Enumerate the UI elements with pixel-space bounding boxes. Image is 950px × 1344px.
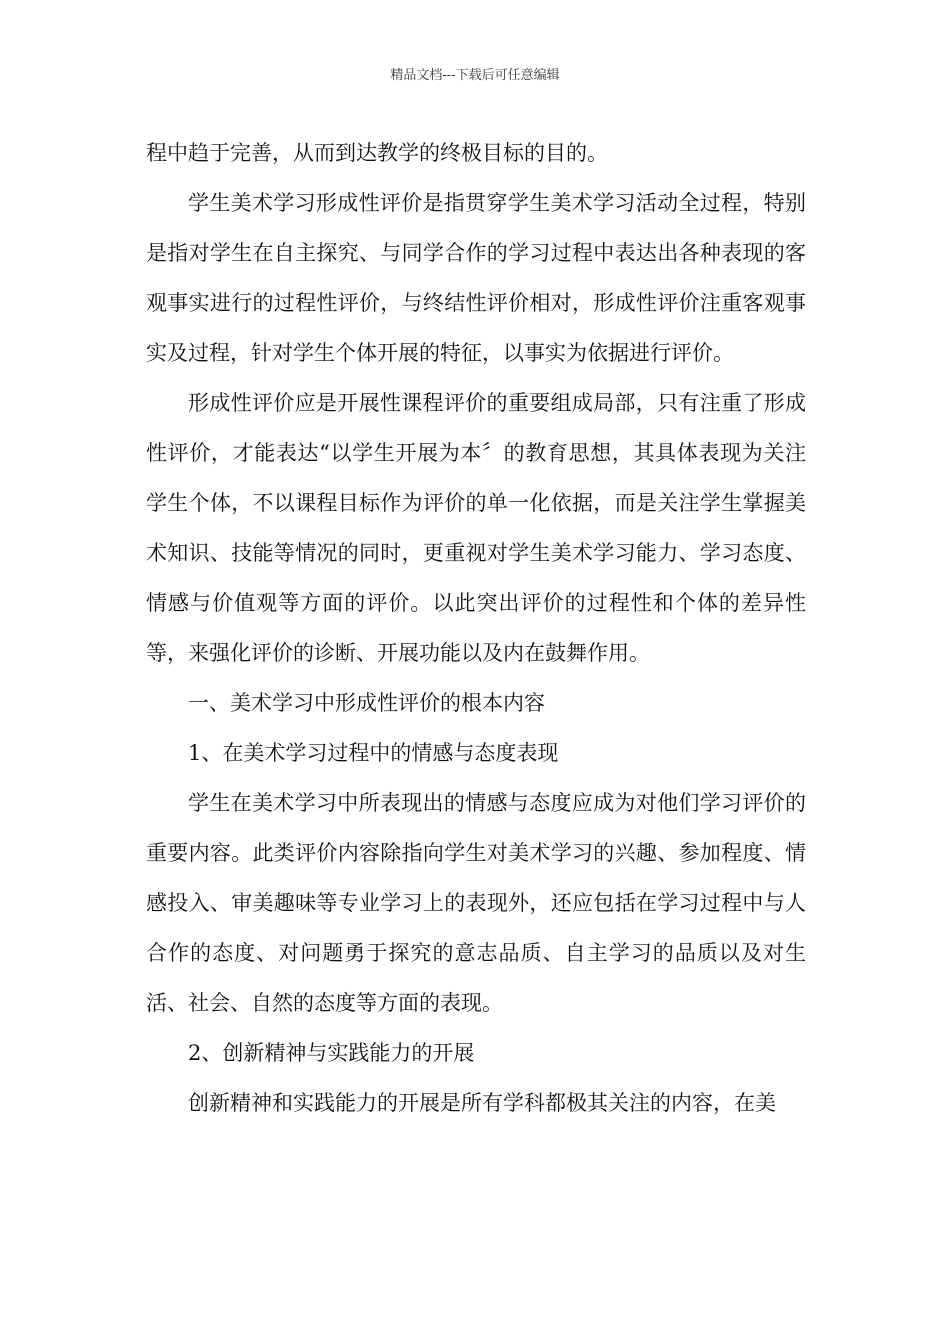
- paragraph-emotion-attitude: 学生在美术学习中所表现出的情感与态度应成为对他们学习评价的重要内容。此类评价内容除指向学生对美术学习的兴趣、参加程度、情感投入、审美趣味等专业学习上的表现外，还应包括在学习过程中与人合作的态度、对问题勇于探究的意志品质、自主学习的品质以及对生活、社会、自然的态度等方面的表现。: [146, 791, 806, 1015]
- section-heading-basic-content: 一、美术学习中形成性评价的根本内容: [188, 691, 545, 715]
- paragraph-innovation-practice: 创新精神和实践能力的开展是所有学科都极其关注的内容，在美: [188, 1091, 776, 1115]
- page-header: 精品文档---下载后可任意编辑: [390, 68, 560, 83]
- subheading-emotion-attitude: 1、在美术学习过程中的情感与态度表现: [188, 741, 559, 765]
- paragraph-continuation: 程中趋于完善，从而到达教学的终极目标的目的。: [146, 141, 608, 165]
- document-body: [146, 128, 806, 1128]
- subheading-innovation-practice: 2、创新精神与实践能力的开展: [188, 1041, 475, 1065]
- paragraph-formative-definition: 学生美术学习形成性评价是指贯穿学生美术学习活动全过程，特别是指对学生在自主探究、与同学合作的学习过程中表达出各种表现的客观事实进行的过程性评价，与终结性评价相对，形成性评价注重客观事实及过程，针对学生个体开展的特征，以事实为依据进行评价。: [146, 191, 806, 365]
- paragraph-formative-importance: 形成性评价应是开展性课程评价的重要组成局部，只有注重了形成性评价，才能表达“以学生开展为本〞的教育思想，其具体表现为关注学生个体，不以课程目标作为评价的单一化依据，而是关注学生掌握美术知识、技能等情况的同时，更重视对学生美术学习能力、学习态度、情感与价值观等方面的评价。以此突出评价的过程性和个体的差异性等，来强化评价的诊断、开展功能以及内在鼓舞作用。: [146, 391, 806, 665]
